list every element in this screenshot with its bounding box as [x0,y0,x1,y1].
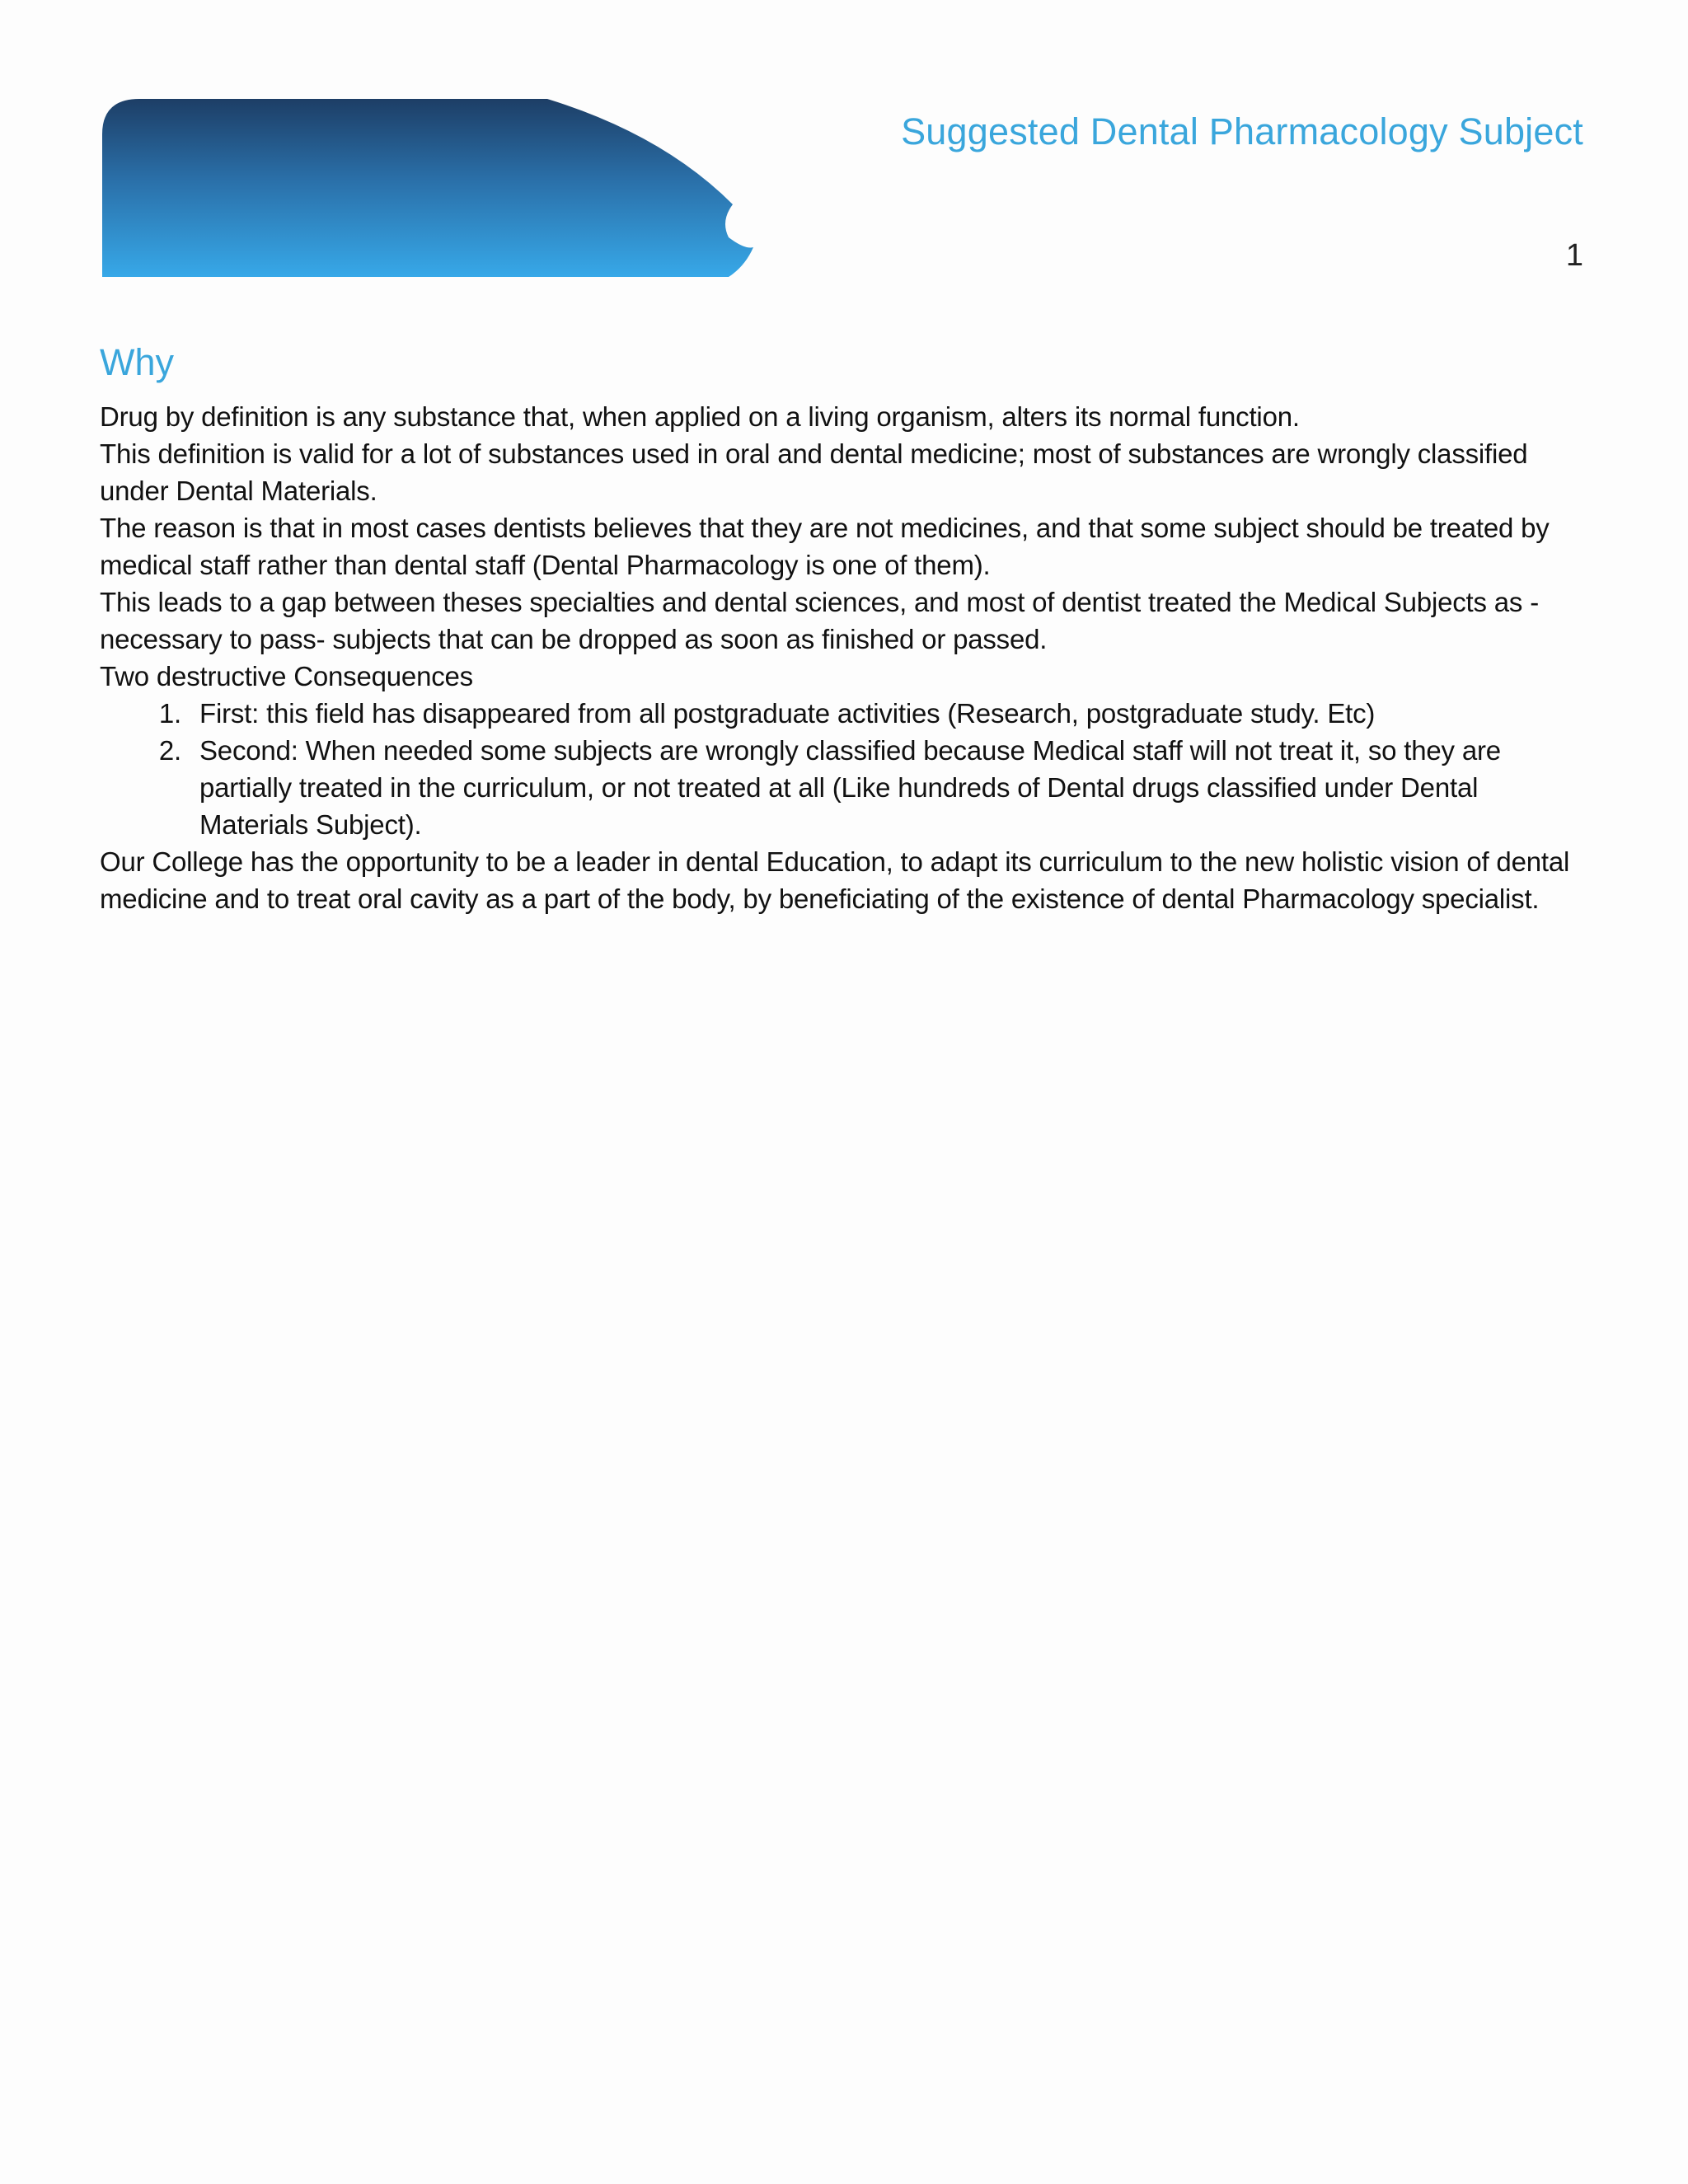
list-item-number: 2. [158,735,181,766]
header-title: Suggested Dental Pharmacology Subject [901,110,1583,152]
list-item [100,732,1592,843]
list-item-number: 1. [158,698,181,729]
list-item-text: Second: When needed some subjects are wrongly classified because Medical staff will not treat it, so they are partially treated in the curriculum, or not treated at all (Like hundreds of Dental drugs classified under Dental Materials Subject). [199,735,1501,840]
list-item-text: First: this field has disappeared from all postgraduate activities (Research, postgraduate study. Etc) [199,698,1376,729]
page-number: 1 [1565,238,1583,273]
document-body [100,334,1592,917]
paragraph-consequences-intro: Two destructive Consequences [100,661,473,691]
paragraph-closing: Our College has the opportunity to be a leader in dental Education, to adapt its curriculum to the new holistic vision of dental medicine and to treat oral cavity as a part of the body, by beneficiating of the existence of dental Pharmacology specialist. [100,846,1570,914]
list-item [100,695,1592,732]
paragraph-definition: Drug by definition is any substance that, when applied on a living organism, alters its normal function. [100,401,1300,432]
paragraph-reason: The reason is that in most cases dentists believes that they are not medicines, and that some subject should be treated by medical staff rather than dental staff (Dental Pharmacology is one of them). [100,513,1550,580]
consequences-list [100,695,1592,843]
paragraph-gap: This leads to a gap between theses specialties and dental sciences, and most of dentist treated the Medical Subjects as -necessary to pass- subjects that can be dropped as soon as finished or passed. [100,587,1539,654]
paragraph-validity: This definition is valid for a lot of substances used in oral and dental medicine; most of substances are wrongly classified under Dental Materials. [100,438,1528,506]
section-heading: Why [100,341,174,383]
header-banner-shape [102,97,762,279]
